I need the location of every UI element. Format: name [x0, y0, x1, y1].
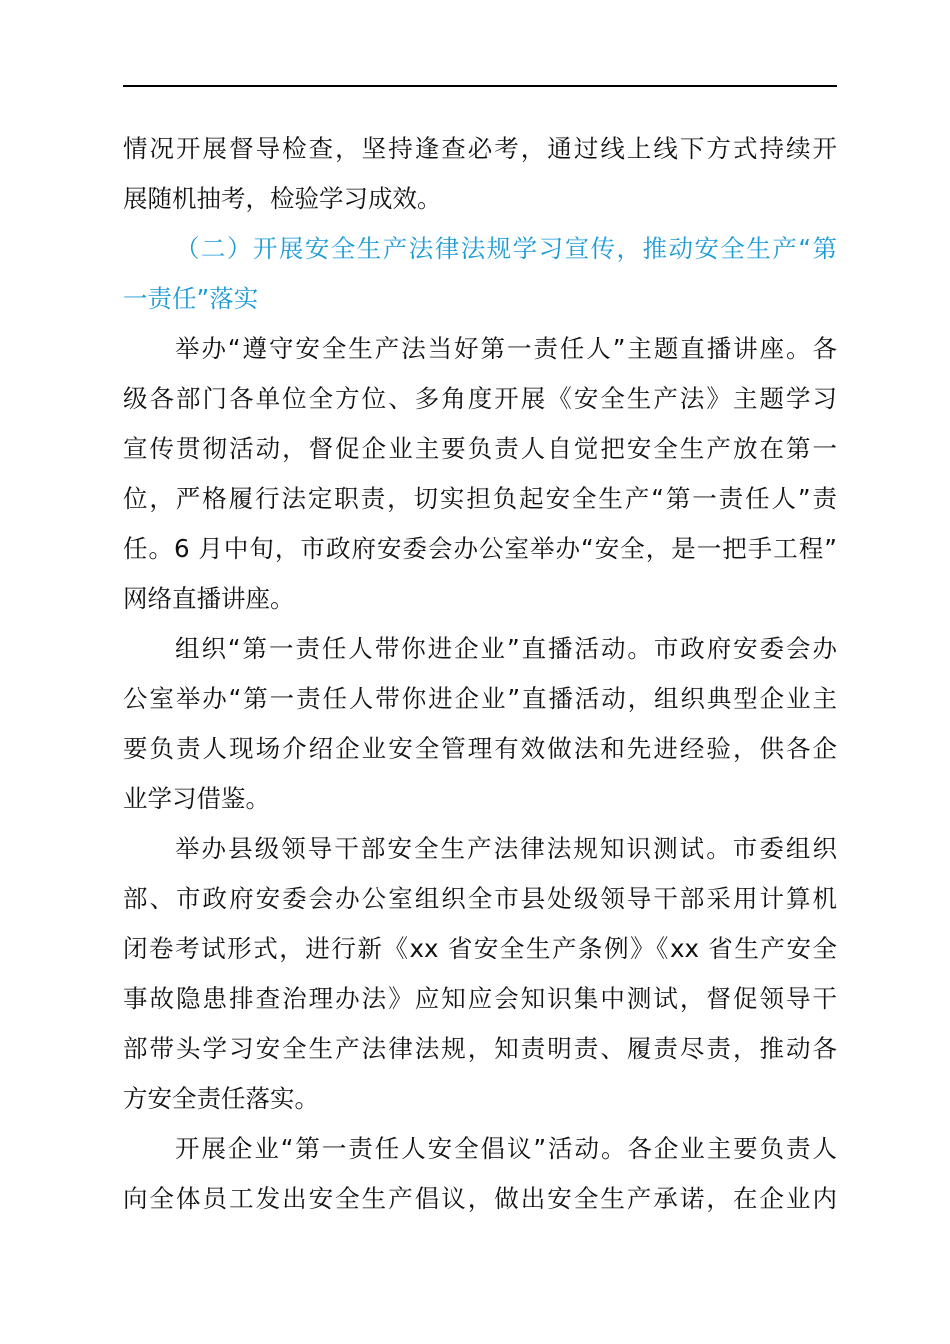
- text-line: 方安全责任落实。: [123, 1084, 319, 1113]
- text-line: 任。6 月中旬，市政府安委会办公室举办“安全，是一把手工程”: [123, 534, 837, 563]
- text-line: 举办“遵守安全生产法当好第一责任人”主题直播讲座。各: [175, 334, 837, 363]
- text-line: 网络直播讲座。: [123, 584, 295, 613]
- text-line: 部带头学习安全生产法律法规，知责明责、履责尽责，推动各: [123, 1034, 837, 1063]
- text-line: 举办县级领导干部安全生产法律法规知识测试。市委组织: [175, 834, 837, 863]
- text-line: 组织“第一责任人带你进企业”直播活动。市政府安委会办: [175, 634, 837, 663]
- paragraph-knowledge-test: [123, 824, 837, 1124]
- paragraph-continuation: [123, 124, 837, 224]
- paragraph-live-lecture: [123, 324, 837, 624]
- header-rule: [123, 85, 837, 87]
- text-line: 闭卷考试形式，进行新《xx 省安全生产条例》《xx 省生产安全: [123, 934, 837, 963]
- text-line: 宣传贯彻活动，督促企业主要负责人自觉把安全生产放在第一: [123, 434, 837, 463]
- document-body: [123, 124, 837, 1224]
- text-line: 事故隐患排查治理办法》应知应会知识集中测试，督促领导干: [123, 984, 837, 1013]
- text-line: 向全体员工发出安全生产倡议，做出安全生产承诺，在企业内: [123, 1184, 837, 1213]
- text-line: 情况开展督导检查，坚持逢查必考，通过线上线下方式持续开: [123, 134, 837, 163]
- text-line: 业学习借鉴。: [123, 784, 270, 813]
- text-line: 部、市政府安委会办公室组织全市县处级领导干部采用计算机: [123, 884, 837, 913]
- text-line: 公室举办“第一责任人带你进企业”直播活动，组织典型企业主: [123, 684, 837, 713]
- text-line: 位，严格履行法定职责，切实担负起安全生产“第一责任人”责: [123, 484, 837, 513]
- text-line: 级各部门各单位全方位、多角度开展《安全生产法》主题学习: [123, 384, 837, 413]
- text-line: 要负责人现场介绍企业安全管理有效做法和先进经验，供各企: [123, 734, 837, 763]
- heading-line: 一责任”落实: [123, 284, 259, 313]
- paragraph-enterprise-livestream: [123, 624, 837, 824]
- text-line: 展随机抽考，检验学习成效。: [123, 184, 442, 213]
- text-line: 开展企业“第一责任人安全倡议”活动。各企业主要负责人: [175, 1134, 837, 1163]
- paragraph-safety-initiative: [123, 1124, 837, 1224]
- section-heading: [123, 224, 837, 324]
- heading-line: （二）开展安全生产法律法规学习宣传，推动安全生产“第: [175, 234, 837, 263]
